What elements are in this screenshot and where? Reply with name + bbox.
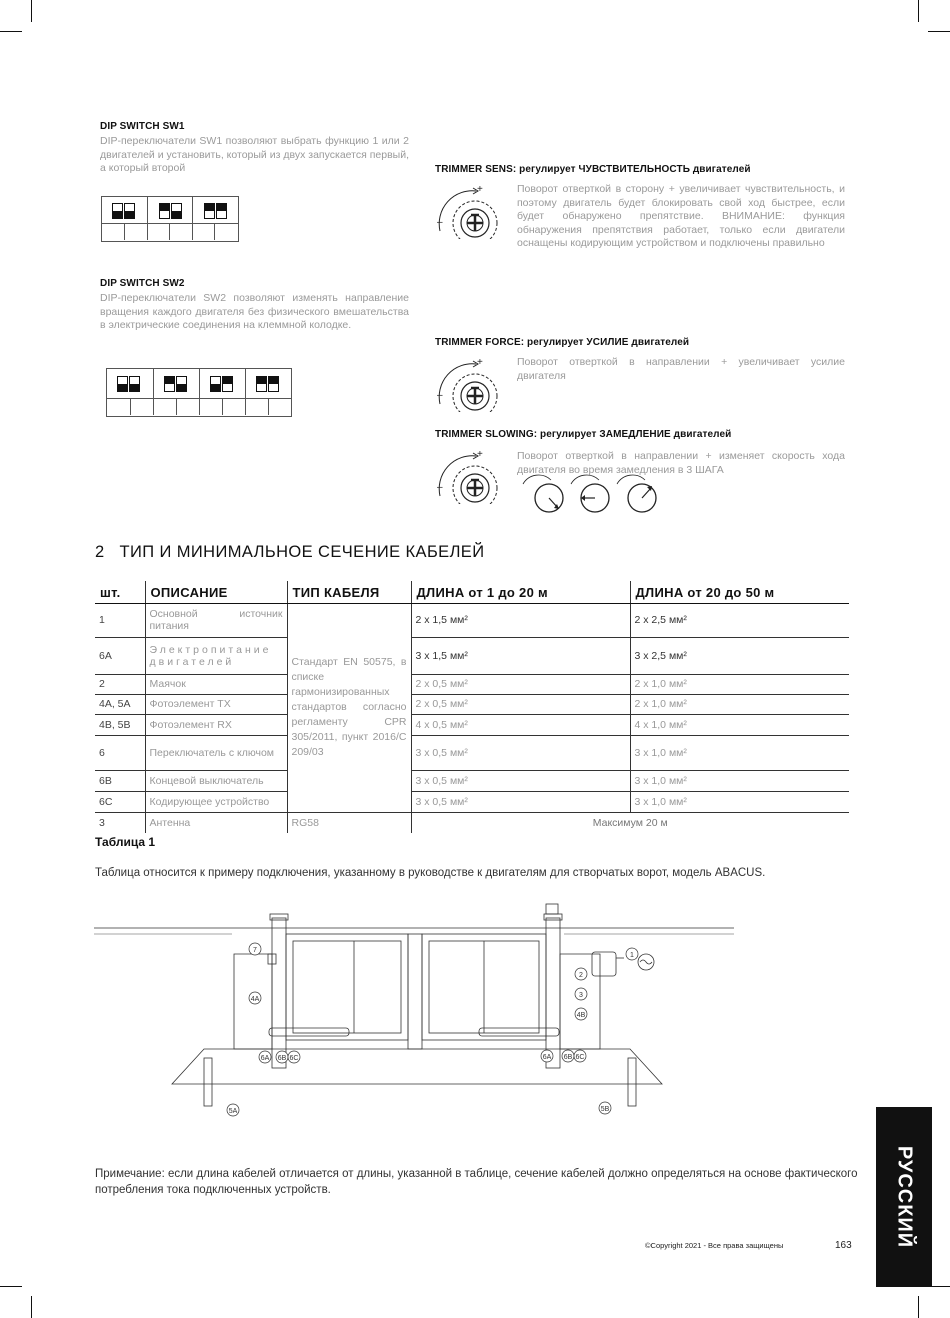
cell-description: Электропитание двигателей <box>145 637 287 674</box>
label-7: 7 <box>253 947 257 954</box>
minus-sign: – <box>437 482 443 493</box>
cell-description: Фотоэлемент ТХ <box>145 694 287 714</box>
cell-description: Маячок <box>145 674 287 694</box>
table-row <box>95 694 849 714</box>
crop-mark <box>0 31 22 32</box>
sw1-dip-diagram <box>101 196 239 242</box>
minus-sign: – <box>437 217 443 228</box>
cell-qty: 6 <box>95 735 145 770</box>
cell-length-20-50: 3 х 1,0 мм² <box>630 735 849 770</box>
label-6c-left: 6C <box>289 1055 299 1062</box>
cell-length-1-20: 3 х 0,5 мм² <box>411 735 630 770</box>
plus-sign: + <box>477 184 483 195</box>
trimmer-slowing-title: TRIMMER SLOWING: регулирует ЗАМЕДЛЕНИЕ двигателей <box>435 429 732 440</box>
table-row <box>95 770 849 791</box>
cell-length-1-20: 2 х 0,5 мм² <box>411 694 630 714</box>
label-6a-left: 6A <box>260 1055 270 1062</box>
label-2: 2 <box>579 972 583 979</box>
plus-sign: + <box>477 449 483 460</box>
cell-length-20-50: 2 х 1,0 мм² <box>630 694 849 714</box>
cell-length-max: Максимум 20 м <box>411 812 849 833</box>
crop-mark <box>31 1296 32 1318</box>
table-row <box>95 603 849 637</box>
copyright: ©Copyright 2021 - Все права защищены <box>645 1241 784 1250</box>
cell-qty: 1 <box>95 603 145 637</box>
section-number: 2 <box>95 543 105 561</box>
table-caption: Таблица 1 <box>95 835 156 849</box>
col-header-cable-type: ТИП КАБЕЛЯ <box>287 581 411 603</box>
language-tab-label: РУССКИЙ <box>893 1145 916 1249</box>
sw2-title: DIP SWITCH SW2 <box>100 278 185 289</box>
col-header-qty: шт. <box>95 581 145 603</box>
trimmer-sens-title: TRIMMER SENS: регулирует ЧУВСТВИТЕЛЬНОСТЬ двигателей <box>435 164 751 175</box>
cell-length-20-50: 4 х 1,0 мм² <box>630 714 849 735</box>
sw1-text: DIP-переключатели SW1 позволяют выбрать функцию 1 или 2 двигателей и установить, который из двух запускается первый, а который второй <box>100 135 409 174</box>
cell-cable-standard: Стандарт EN 50575, в списке гармонизированных стандартов согласно регламенту CPR 305/2011, пункт 2016/С 209/03 <box>287 603 411 812</box>
cell-description: Основной источник питания <box>145 603 287 637</box>
cell-length-1-20: 2 х 1,5 мм² <box>411 603 630 637</box>
cell-length-20-50: 3 х 1,0 мм² <box>630 770 849 791</box>
language-tab <box>876 1107 932 1287</box>
table-note: Таблица относится к примеру подключения, указанному в руководстве к двигателям для створчатых ворот, модель ABACUS. <box>95 867 766 879</box>
table-row <box>95 791 849 812</box>
cell-qty: 6C <box>95 791 145 812</box>
trimmer-sens-icon <box>432 185 502 239</box>
trimmer-slowing-icon <box>432 450 502 504</box>
cell-qty: 6B <box>95 770 145 791</box>
table-row <box>95 674 849 694</box>
label-6b-left: 6B <box>277 1055 287 1062</box>
label-4a: 4A <box>250 996 260 1003</box>
label-1: 1 <box>630 952 634 959</box>
cell-description: Фотоэлемент RX <box>145 714 287 735</box>
col-header-length-1-20: ДЛИНА от 1 до 20 м <box>411 581 630 603</box>
table-row <box>95 714 849 735</box>
trimmer-force-icon <box>432 358 502 412</box>
table-row <box>95 637 849 674</box>
cell-qty: 4A, 5A <box>95 694 145 714</box>
crop-mark <box>928 31 950 32</box>
cell-length-20-50: 2 х 1,0 мм² <box>630 674 849 694</box>
label-3: 3 <box>579 992 583 999</box>
sw1-title: DIP SWITCH SW1 <box>100 121 185 132</box>
plus-sign: + <box>477 357 483 368</box>
cell-qty: 2 <box>95 674 145 694</box>
slowing-steps-icon <box>515 474 665 516</box>
sw2-dip-diagram <box>106 368 292 417</box>
cell-length-1-20: 3 х 1,5 мм² <box>411 637 630 674</box>
label-6a-right: 6A <box>542 1054 552 1061</box>
trimmer-sens-text: Поворот отверткой в сторону + увеличивает чувствительность, и поэтому двигатель будет блокировать свой ход быстрее, если будет обнаружено препятствие. ВНИМАНИЕ: функция обнаружения препятствия работает, только если двигатели оснащены кодирующим устройством и подключены правильно <box>517 183 845 249</box>
trimmer-slowing-text: Поворот отверткой в направлении + изменяет скорость хода двигателя во время замедления в 3 ШАГА <box>517 450 845 476</box>
cell-length-20-50: 2 х 2,5 мм² <box>630 603 849 637</box>
cell-description: Концевой выключатель <box>145 770 287 791</box>
trimmer-force-title: TRIMMER FORCE: регулирует УСИЛИЕ двигателей <box>435 337 690 348</box>
cable-table <box>95 581 849 833</box>
cell-qty: 3 <box>95 812 145 833</box>
cell-qty: 6A <box>95 637 145 674</box>
crop-mark <box>918 0 919 22</box>
cell-length-1-20: 3 х 0,5 мм² <box>411 791 630 812</box>
cell-cable-type: RG58 <box>287 812 411 833</box>
minus-sign: – <box>437 390 443 401</box>
cell-description: Кодирующее устройство <box>145 791 287 812</box>
table-row <box>95 812 849 833</box>
crop-mark <box>31 0 32 22</box>
gate-installation-diagram <box>94 894 736 1124</box>
cell-length-20-50: 3 х 2,5 мм² <box>630 637 849 674</box>
label-5b: 5B <box>600 1106 610 1113</box>
section-heading: ТИП И МИНИМАЛЬНОЕ СЕЧЕНИЕ КАБЕЛЕЙ <box>119 543 485 561</box>
section-title <box>95 543 484 562</box>
sw2-text: DIP-переключатели SW2 позволяют изменять направление вращения каждого двигателя без физического вмешательства в электрические соединения на клеммной колодке. <box>100 292 409 331</box>
col-header-length-20-50: ДЛИНА от 20 до 50 м <box>630 581 849 603</box>
cell-description: Антенна <box>145 812 287 833</box>
cell-length-1-20: 4 х 0,5 мм² <box>411 714 630 735</box>
label-4b: 4B <box>576 1012 586 1019</box>
page-number: 163 <box>835 1240 852 1251</box>
footer-note: Примечание: если длина кабелей отличается от длины, указанной в таблице, сечение кабелей должно определяться на основе фактического потребления тока подключенных устройств. <box>95 1168 858 1196</box>
crop-mark <box>0 1286 22 1287</box>
label-5a: 5A <box>228 1108 238 1115</box>
table-row <box>95 735 849 770</box>
trimmer-force-text: Поворот отверткой в направлении + увеличивает усилие двигателя <box>517 356 845 382</box>
cell-qty: 4B, 5B <box>95 714 145 735</box>
cell-length-1-20: 2 х 0,5 мм² <box>411 674 630 694</box>
cell-length-1-20: 3 х 0,5 мм² <box>411 770 630 791</box>
label-6b-right: 6B <box>563 1054 573 1061</box>
cell-length-20-50: 3 х 1,0 мм² <box>630 791 849 812</box>
col-header-description: ОПИСАНИЕ <box>145 581 287 603</box>
cell-description: Переключатель с ключом <box>145 735 287 770</box>
label-6c-right: 6C <box>575 1054 585 1061</box>
crop-mark <box>918 1296 919 1318</box>
